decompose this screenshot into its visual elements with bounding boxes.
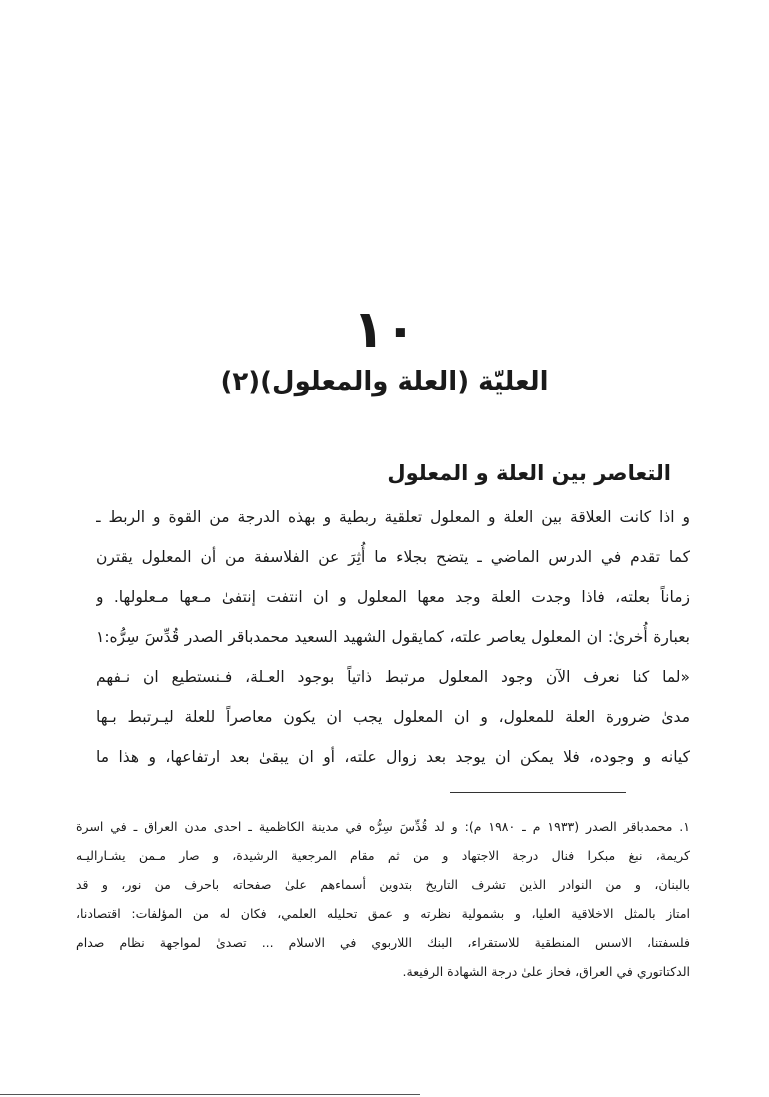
body-line: «لما كنا نعرف الآن وجود المعلول مرتبط ذاتياً بوجود العـلة، فـنستطيع ان نـفهم (96, 668, 690, 686)
body-line: و اذا كانت العلاقة بين العلة و المعلول تعلقية ربطية و بهذه الدرجة من القوة و الربط ـ (96, 508, 690, 526)
body-line: زماناً بعلته، فاذا وجدت العلة وجد معها المعلول و ان انتفت إنتفىٰ مـعها مـعلولها. و (96, 588, 690, 606)
footnote-line: كريمة، نبغ مبكرا فنال درجة الاجتهاد و من ثم مقام المرجعية الرشيدة، و صار مـمن يشـاراليـه (76, 848, 690, 863)
footnote-line: امتاز بالمثل الاخلاقية العليا، و بشمولية نظرته و عمق تحليله العلمي، فكان له من المؤلفات: اقتصادنا، (76, 906, 690, 921)
footnote-line: ١. محمدباقر الصدر (١٩٣٣ م ـ ١٩٨٠ م): و لد قُدِّسَ سِرُّه في مدينة الكاظمية ـ احدى مدن العراق ـ في اسرة (76, 819, 690, 834)
section-heading: التعاصر بين العلة و المعلول (387, 461, 671, 485)
body-line: بعبارة أُخرىٰ: ان المعلول يعاصر علته، كمايقول الشهيد السعيد محمدباقر الصدر قُدِّسَ سِرُّه:١ (96, 628, 690, 646)
body-line: مدىٰ ضرورة العلة للمعلول، و ان المعلول يجب ان يكون معاصراً للعلة ليـرتبط بـها (96, 708, 690, 726)
chapter-number: ١٠ (352, 300, 417, 360)
footnote-divider (450, 792, 626, 793)
chapter-title: العليّة (العلة والمعلول)(٢) (220, 367, 549, 397)
footnote-block (76, 812, 690, 986)
footnote-line: الدكتاتوري في العراق، فحاز علىٰ درجة الشهادة الرفيعة. (402, 964, 690, 979)
body-line: كما تقدم في الدرس الماضي ـ يتضح بجلاء ما أُثِرَ عن الفلاسفة من أن المعلول يقترن (96, 548, 690, 566)
page-bottom-edge (0, 1094, 420, 1095)
body-paragraph (96, 497, 690, 777)
body-line: كيانه و وجوده، فلا يمكن ان يوجد بعد زوال علته، أو ان يبقىٰ بعد ارتفاعها، و هذا ما (96, 748, 690, 766)
footnote-line: بالبنان، و من النوادر الذين تشرف التاريخ بتدوين أسماءهم علىٰ صفحاته باحرف من نور، و قد (76, 877, 690, 892)
footnote-line: فلسفتنا، الاسس المنطقية للاستقراء، البنك اللاربوي في الاسلام ... تصدىٰ لمواجهة نظام صدام (76, 935, 690, 950)
